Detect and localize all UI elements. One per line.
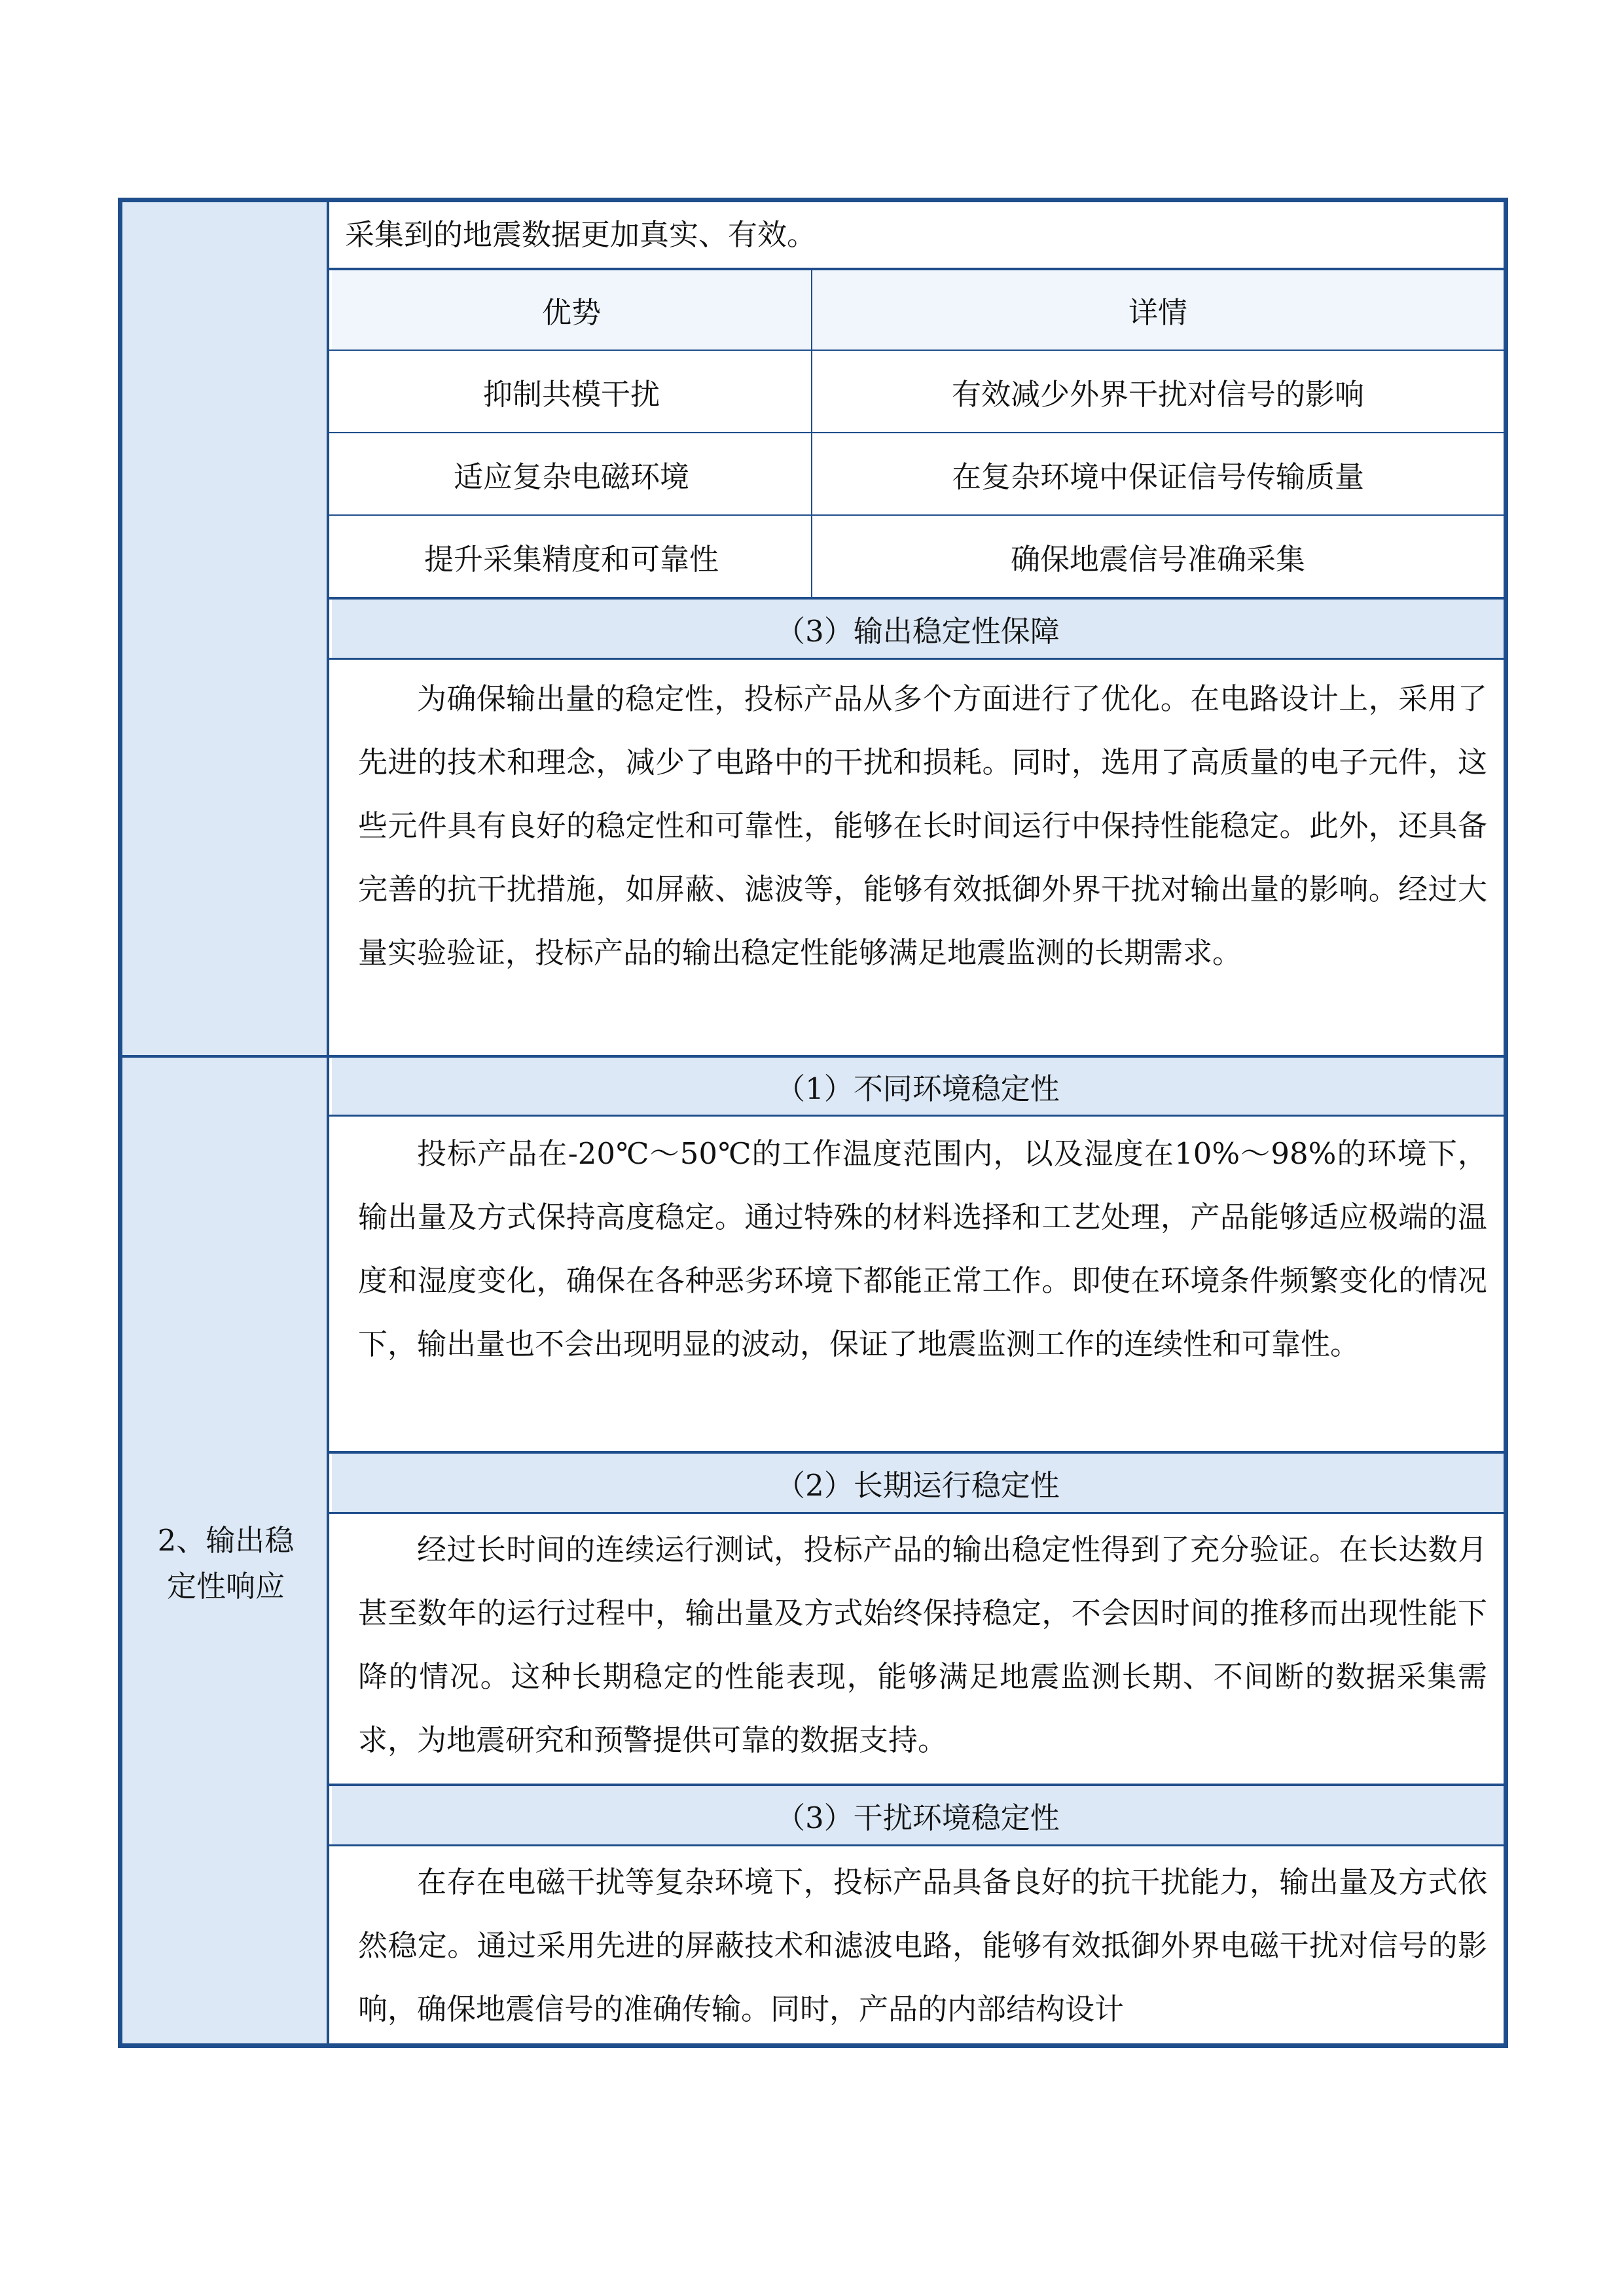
rule — [329, 1115, 1504, 1117]
table-header-advantage: 优势 — [332, 270, 811, 350]
content-frame — [118, 198, 1508, 2048]
block2-label — [122, 1518, 329, 1609]
section-title: （1）不同环境稳定性 — [332, 1058, 1504, 1115]
table-row: 确保地震信号准确采集 — [1010, 541, 1305, 577]
table-row: 提升采集精度和可靠性 — [424, 541, 719, 577]
rule — [811, 270, 812, 597]
subsection-paragraph: 为确保输出量的稳定性，投标产品从多个方面进行了优化。在电路设计上，采用了先进的技术和理念，减少了电路中的干扰和损耗。同时，选用了高质量的电子元件，这些元件具有良好的稳定性和可靠性，能够在长时间运行中保持性能稳定。此外，还具备完善的抗干扰措施，如屏蔽、滤波等，能够有效抵御外界干扰对输出量的影响。经过大量实验验证，投标产品的输出稳定性能够满足地震监测的长期需求。 — [358, 681, 1487, 970]
table-header-detail: 详情 — [812, 270, 1504, 350]
section-paragraph: 经过长时间的连续运行测试，投标产品的输出稳定性得到了充分验证。在长达数月甚至数年的运行过程中，输出量及方式始终保持稳定，不会因时间的推移而出现性能下降的情况。这种长期稳定的性能表现，能够满足地震监测长期、不间断的数据采集需求，为地震研究和预警提供可靠的数据支持。 — [358, 1532, 1487, 1757]
table-row: 适应复杂电磁环境 — [453, 459, 689, 494]
block2-label-line2: 定性响应 — [166, 1569, 285, 1604]
table-row: 有效减少外界干扰对信号的影响 — [951, 376, 1364, 412]
table-row: 抑制共模干扰 — [482, 376, 660, 412]
section-title: （2）长期运行稳定性 — [332, 1454, 1504, 1512]
block2-label-line1: 2、输出稳 — [157, 1523, 295, 1558]
rule — [329, 1512, 1504, 1514]
subsection-title: （3）输出稳定性保障 — [332, 600, 1504, 658]
left-label-column — [122, 202, 329, 2043]
section-paragraph: 在存在电磁干扰等复杂环境下，投标产品具备良好的抗干扰能力，输出量及方式依然稳定。通过采用先进的屏蔽技术和滤波电路，能够有效抵御外界电磁干扰对信号的影响，确保地震信号的准确传输。同时，产品的内部结构设计 — [358, 1865, 1487, 2026]
table-row: 在复杂环境中保证信号传输质量 — [951, 459, 1364, 494]
section-title: （3）干扰环境稳定性 — [332, 1786, 1504, 1844]
continuation-text: 采集到的地震数据更加真实、有效。 — [345, 217, 817, 252]
rule — [329, 1844, 1504, 1846]
rule — [329, 658, 1504, 660]
section-paragraph: 投标产品在-20℃～50℃的工作温度范围内，以及湿度在10%～98%的环境下，输出量及方式保持高度稳定。通过特殊的材料选择和工艺处理，产品能够适应极端的温度和湿度变化，确保在各种恶劣环境下都能正常工作。即使在环境条件频繁变化的情况下，输出量也不会出现明显的波动，保证了地震监测工作的连续性和可靠性。 — [358, 1136, 1487, 1361]
